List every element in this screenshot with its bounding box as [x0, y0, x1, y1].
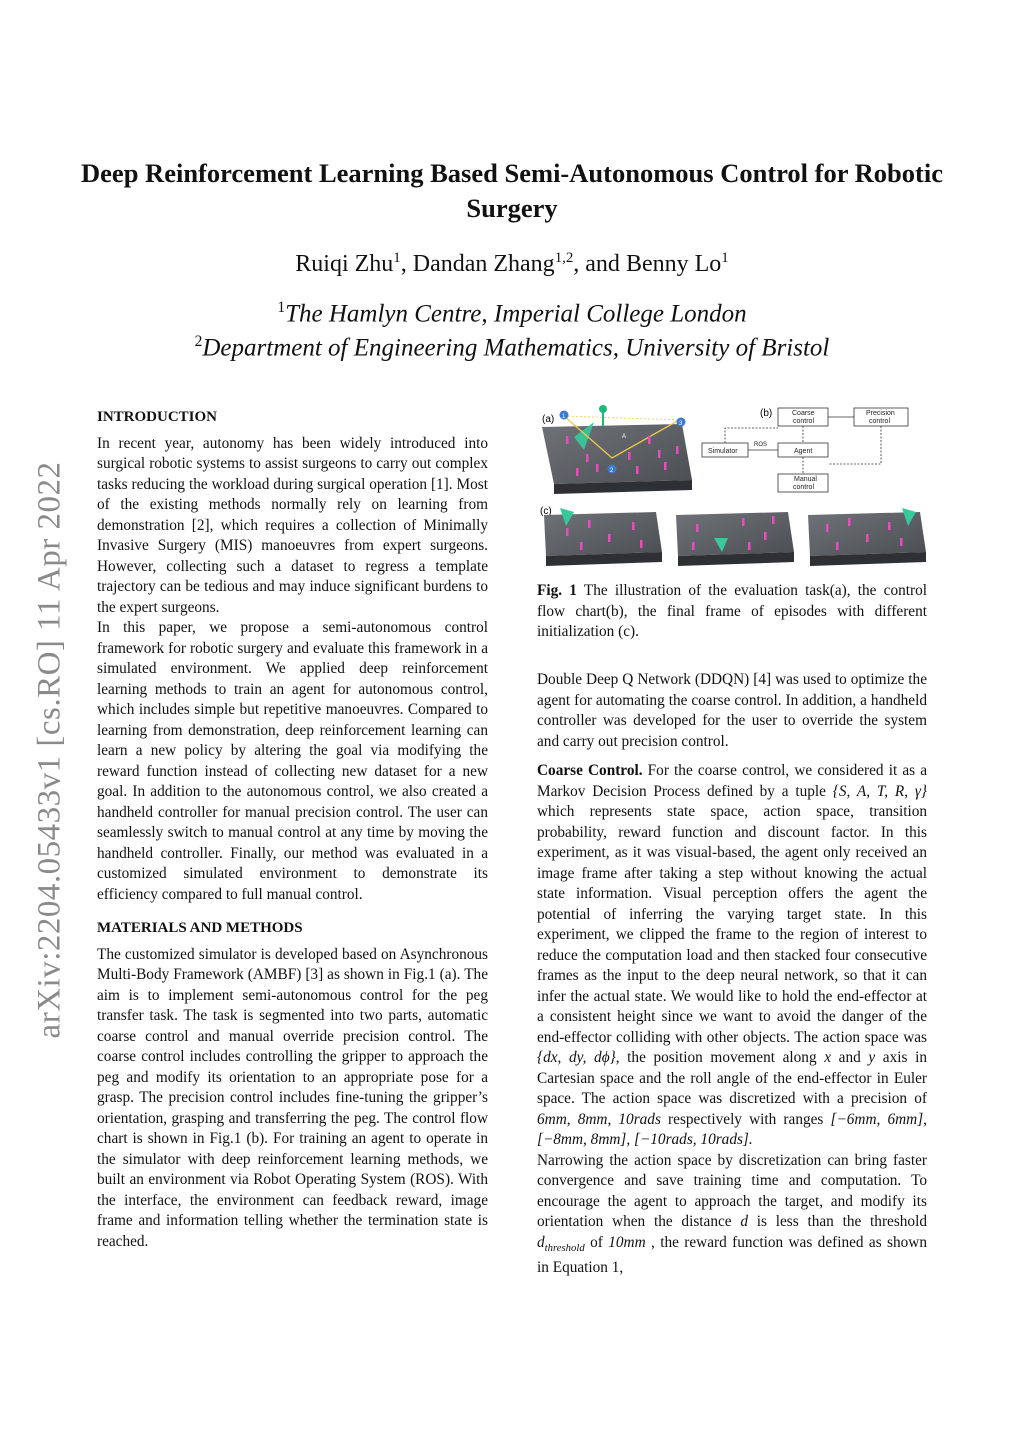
text-run: respectively with ranges: [660, 1110, 831, 1128]
peg: [588, 520, 591, 528]
text-run: which represents state space, action space, transition probability, reward function and discount factor. In this experiment, as it was visual-based, the agent only received an image frame after taking a step without knowing the actual state information. Visual perception offers the agent the potential of inferring the varying target state. In this experiment, we clipped the frame to the region of interest to reduce the computation load and then stacked four consecutive frames as the input to the deep neural network, so that it can infer the actual state. We would like to hold the end-effector at a consistent height since we want to avoid the danger of the end-effector colliding with other objects. The action space was: [537, 803, 927, 1046]
peg: [586, 454, 589, 462]
author-name: Ruiqi Zhu: [295, 251, 394, 277]
caption-label: Fig. 1: [537, 582, 577, 599]
affiliation-sup: 1: [277, 299, 286, 316]
ten-mm-math: 10mm: [608, 1233, 646, 1251]
tuple-math: {S, A, T, R, γ}: [832, 782, 927, 800]
manual-control-text: Manual: [794, 476, 817, 483]
trajectory-line-dashed: [564, 416, 679, 420]
affiliation-1: [80, 299, 944, 328]
left-column: [97, 407, 488, 1252]
gripper-tip: [599, 405, 607, 413]
affiliation-2: [80, 333, 944, 362]
author-sup: 1,2: [554, 250, 574, 266]
peg: [596, 464, 599, 472]
figure-1-caption: [537, 581, 927, 643]
affiliation-text: Department of Engineering Mathematics, University of Bristol: [202, 334, 830, 362]
peg: [696, 524, 699, 532]
flow-chart: [702, 408, 908, 492]
peg: [580, 542, 583, 550]
text-run: , the position movement along: [615, 1049, 825, 1066]
precision-math: 6mm, 8mm, 10rads: [537, 1110, 661, 1128]
text-run: is less than the threshold: [747, 1213, 927, 1230]
section-heading-introduction: INTRODUCTION: [97, 409, 218, 425]
text-run: axis in Cartesian space and the roll angle of the end-effector in Euler space. The action space was discretized with a precision of: [537, 1049, 927, 1107]
author-list: [80, 250, 944, 278]
paper-title: Deep Reinforcement Learning Based Semi-Autonomous Control for Robotic Surgery: [81, 158, 943, 223]
d-threshold-math: d: [537, 1233, 545, 1251]
peg: [676, 446, 679, 454]
peg: [826, 524, 829, 532]
peg: [764, 532, 767, 540]
x-math: x: [824, 1049, 832, 1066]
text-run: and: [831, 1049, 869, 1066]
precision-control-text: control: [869, 418, 891, 425]
precision-control-text: Precision: [866, 410, 895, 417]
affiliation-sup: 2: [194, 333, 203, 350]
affiliation-text: The Hamlyn Centre, Imperial College London: [285, 300, 747, 328]
peg: [576, 468, 579, 476]
intro-paragraph-1: In recent year, autonomy has been widely introduced into surgical robotic systems to assist surgeons to carry out complex tasks reducing the workload during surgical operation [1]. Most of the existing methods normally rely on learning from demonstration [2], which requires a collection of Minimally Invasive Surgery (MIS) manoeuvres from expert surgeons. However, collecting such a dataset to regress a template trajectory can be tedious and may induce significant burdens to the expert surgeons.: [97, 434, 488, 616]
peg: [836, 542, 839, 550]
coarse-control-label: Coarse Control.: [537, 762, 643, 779]
agent-text: Agent: [794, 448, 813, 455]
author-name: Benny Lo: [625, 251, 722, 277]
right-column: [537, 670, 927, 1279]
action-space-math: {dx, dy, dϕ}: [537, 1049, 616, 1066]
panel-b-label: (b): [760, 408, 773, 419]
caption-text: The illustration of the evaluation task(a), the control flow chart(b), the final frame of episodes with different initialization (c).: [537, 582, 928, 640]
text-run: Narrowing the action space by discretization can bring faster convergence and save training time and computation. To encourage the agent to approach the target, and modify its orientation when the distance: [537, 1151, 927, 1230]
narrowing-paragraph: [537, 1151, 927, 1279]
board-top: [544, 512, 662, 556]
coarse-control-paragraph: [537, 761, 927, 1151]
peg: [608, 534, 611, 542]
intro-paragraph-2: In this paper, we propose a semi-autonomous control framework for robotic surgery and evaluate this framework in a simulated environment. We applied deep reinforcement learning methods to train an agent for autonomous control, which includes simple but repetitive manoeuvres. Compared to learning from demonstration, deep reinforcement learning can learn a new policy by altering the goal via modifying the reward function instead of collecting new dataset for a new goal. In addition to the autonomous control, we also created a handheld controller for manual precision control. The user can seamlessly switch to manual control at any time by moving the handheld controller. Finally, our method was evaluated in a customized simulated environment to demonstrate its efficiency compared to full manual control.: [97, 619, 488, 903]
text-run: For the coarse control, we considered it as a Markov Decision Process defined by a tuple: [537, 762, 928, 800]
peg: [866, 534, 869, 542]
right-paragraph-1: Double Deep Q Network (DDQN) [4] was used to optimize the agent for automating the coarse control. In addition, a handheld controller was developed for the user to override the system and carry out precision control.: [537, 671, 927, 750]
threshold-subscript: threshold: [544, 1241, 585, 1254]
panel-c-board-2: [676, 512, 794, 566]
figure-1: [536, 402, 928, 572]
arxiv-stamp: [20, 440, 80, 1060]
peg: [566, 528, 569, 536]
peg: [566, 436, 569, 444]
arxiv-stamp-text: arXiv:2204.05433v1 [cs.RO] 11 Apr 2022: [31, 461, 68, 1039]
coarse-control-text: control: [793, 418, 815, 425]
section-heading-methods: MATERIALS AND METHODS: [97, 920, 303, 936]
panel-c-board-1: [544, 508, 662, 566]
author-connector: ,: [400, 251, 413, 277]
d-math: d: [740, 1213, 748, 1230]
y-math: y: [868, 1049, 876, 1066]
peg: [900, 538, 903, 546]
peg: [888, 522, 891, 530]
peg: [636, 466, 639, 474]
panel-a-label: (a): [542, 414, 555, 425]
author-connector: , and: [573, 251, 626, 277]
peg: [748, 542, 751, 550]
author-name: Dandan Zhang: [412, 251, 555, 277]
author-sup: 1: [393, 250, 401, 266]
manual-control-text: control: [793, 484, 815, 491]
figure-1-illustration: [536, 402, 928, 572]
peg: [628, 452, 631, 460]
ros-label: ROS: [754, 442, 768, 448]
area-label: A: [622, 434, 627, 440]
peg: [772, 516, 775, 524]
flow-arrow: [828, 426, 881, 464]
peg: [658, 450, 661, 458]
author-sup: 1: [721, 250, 729, 266]
text-run: of: [584, 1233, 609, 1251]
text-run: , the reward function was defined as shown in Equation 1,: [537, 1233, 927, 1277]
simulator-text: Simulator: [708, 448, 738, 455]
peg: [664, 462, 667, 470]
panel-a-board: [542, 424, 692, 484]
marker-3-label: 3: [679, 421, 683, 427]
peg: [640, 540, 643, 548]
coarse-control-text: Coarse: [792, 410, 815, 417]
peg: [692, 542, 695, 550]
peg: [848, 518, 851, 526]
ranges-math: [−6mm, 6mm], [−8mm, 8mm], [−10rads, 10rads].: [537, 1110, 928, 1148]
peg: [648, 436, 651, 444]
panel-c-label: (c): [540, 506, 552, 517]
peg: [742, 518, 745, 526]
peg: [632, 522, 635, 530]
marker-1-label: 1: [562, 414, 566, 420]
methods-paragraph-1: The customized simulator is developed based on Asynchronous Multi-Body Framework (AMBF) [3] as shown in Fig.1 (a). The aim is to implement semi-autonomous control for the peg transfer task. The task is segmented into two parts, automatic coarse control and manual override precision control. The coarse control includes controlling the gripper to approach the peg and modify its orientation to an appropriate pose for a grasp. The precision control includes fine-tuning the gripper’s orientation, grasping and transferring the peg. The control flow chart is shown in Fig.1 (b). For training an agent to operate in the simulator with deep reinforcement learning methods, we built an environment via Robot Operating System (ROS). With the interface, the environment can feedback reward, image frame and information telling whether the termination state is reached.: [97, 945, 488, 1250]
flow-arrow: [725, 428, 778, 443]
marker-2-label: 2: [610, 468, 614, 474]
